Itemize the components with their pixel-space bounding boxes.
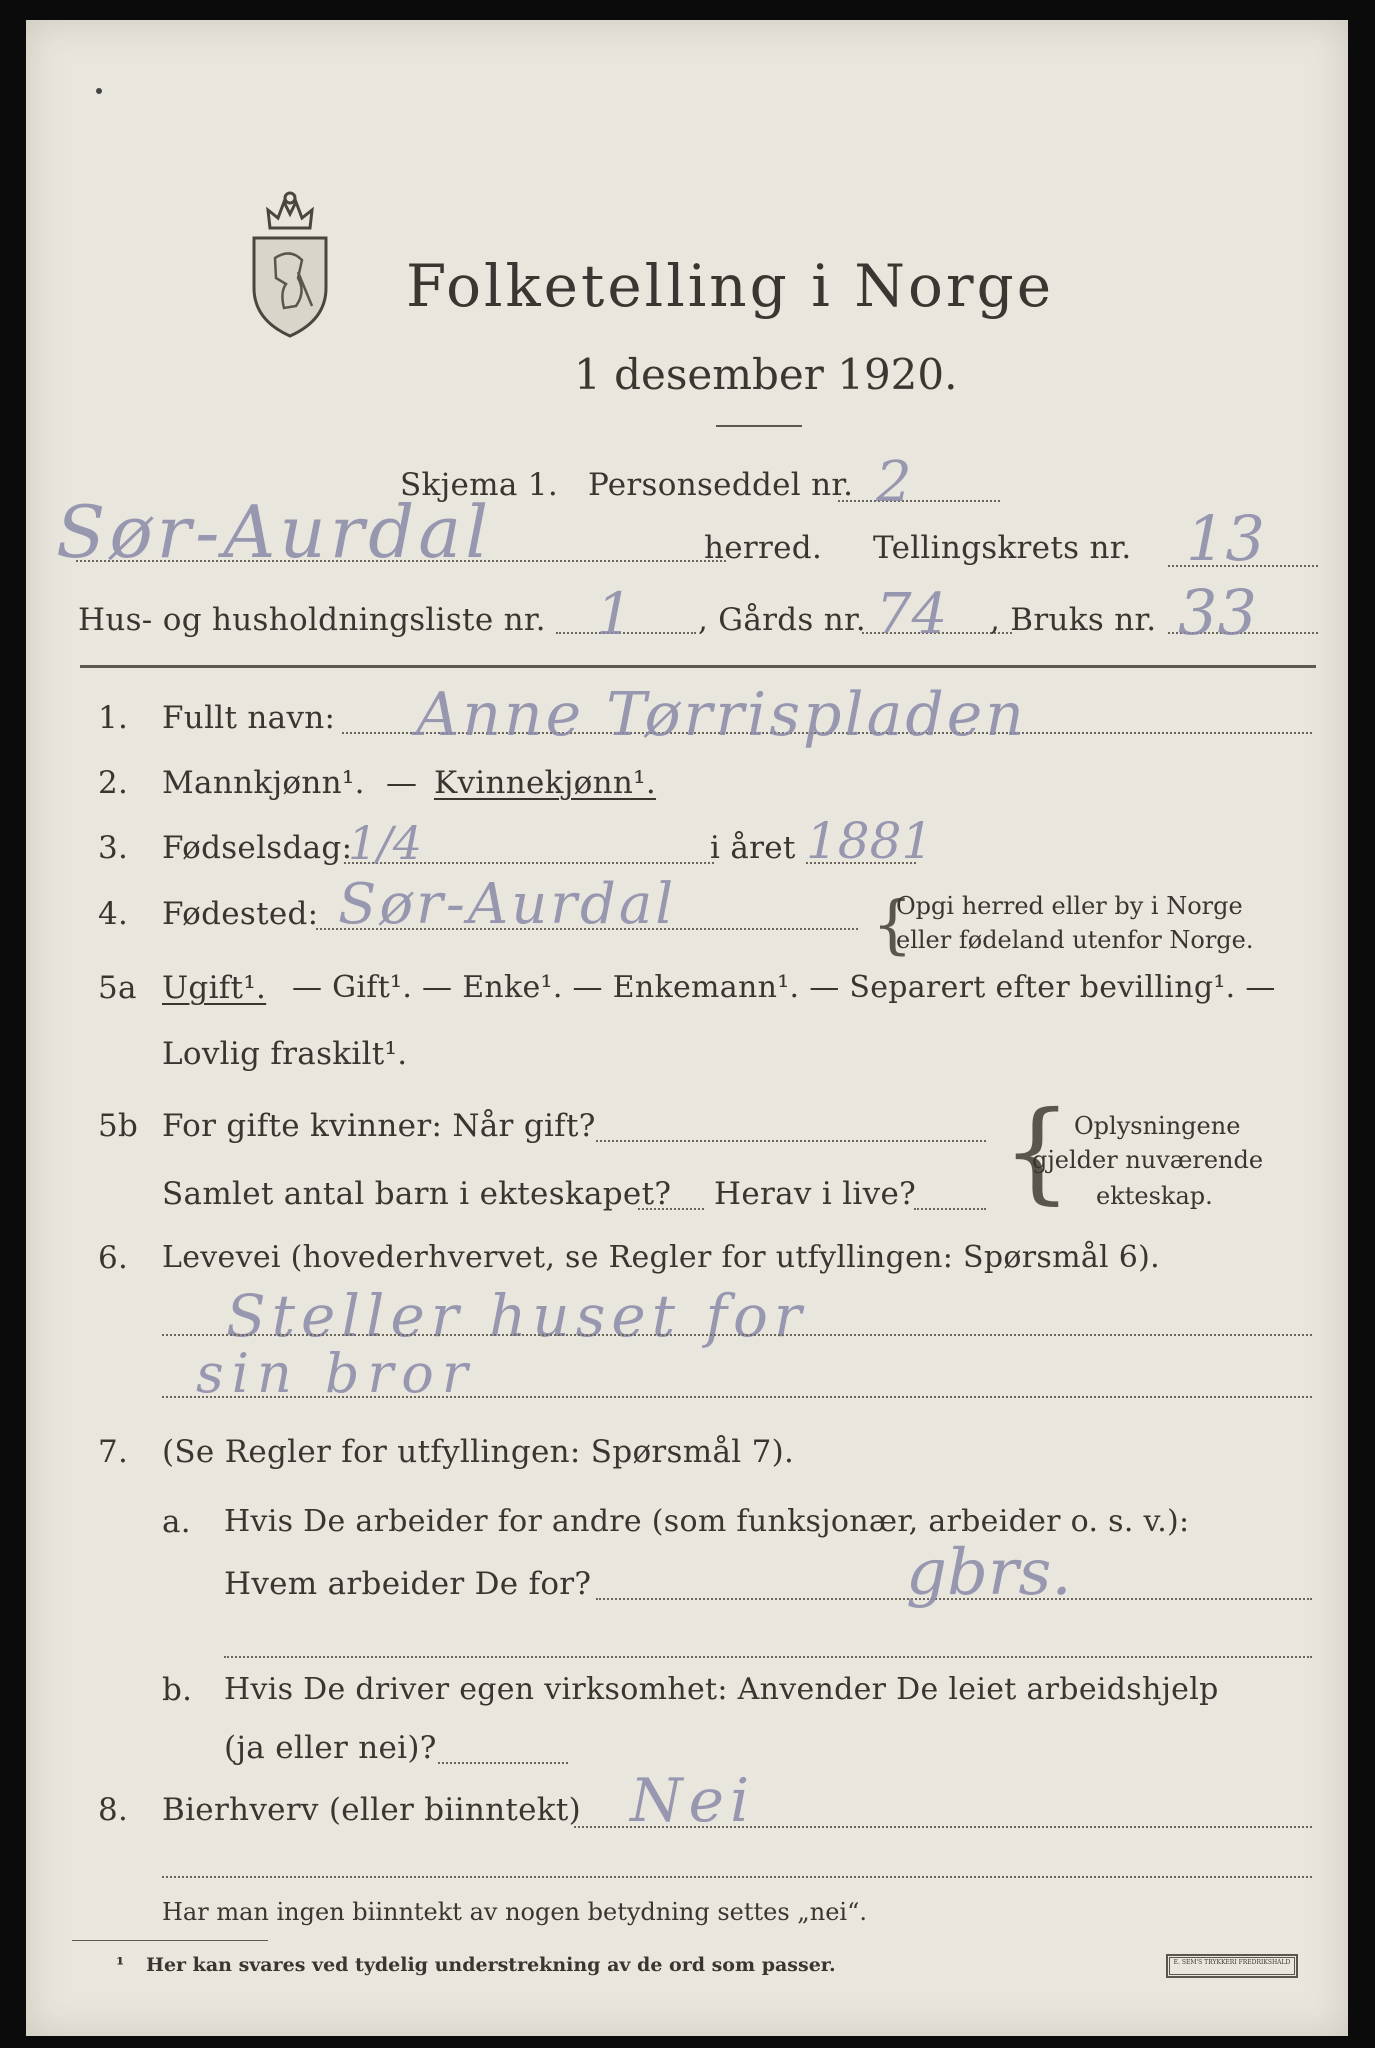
q7a-number: a.: [162, 1504, 191, 1540]
form-title: Folketelling i Norge: [406, 252, 1055, 320]
personseddel-value: 2: [876, 450, 912, 515]
printer-mark-text: E. SEM'S TRYKKERI FREDRIKSHALD: [1169, 1957, 1295, 1975]
q7b-label: (ja eller nei)?: [224, 1730, 437, 1766]
q5b-number: 5b: [98, 1108, 139, 1144]
q5b-label-1: For gifte kvinner: Når gift?: [162, 1108, 596, 1144]
q7-number: 7.: [98, 1434, 129, 1470]
tellingskrets-value: 13: [1186, 502, 1265, 575]
q5a-line2: Lovlig fraskilt¹.: [162, 1036, 408, 1072]
q6-label: Levevei (hovederhvervet, se Regler for utfyllingen: Spørsmål 6).: [162, 1240, 1160, 1275]
q5b-note-1: Oplysningene: [1074, 1112, 1241, 1140]
q4-note-1: Opgi herred eller by i Norge: [896, 892, 1243, 920]
header-rule: [80, 665, 1316, 668]
q6-line-1: [162, 1334, 1312, 1336]
personseddel-line: [838, 500, 1000, 502]
q8-line-2: [162, 1876, 1312, 1878]
q8-number: 8.: [98, 1792, 129, 1828]
footnote-text: Her kan svares ved tydelig understrekning av de ord som passer.: [146, 1954, 836, 1976]
gards-label: , Gårds nr.: [698, 602, 866, 638]
q1-value: Anne Tørrispladen: [416, 680, 1027, 750]
q3-year-label: i året: [710, 830, 796, 866]
herred-line: [76, 560, 726, 562]
q3-number: 3.: [98, 830, 129, 866]
q5a-number: 5a: [98, 970, 137, 1006]
q5b-line-1: [596, 1140, 986, 1142]
q5a-ugift: Ugift¹.: [162, 970, 267, 1006]
form-date: 1 desember 1920.: [574, 350, 958, 399]
q6-value-1: Steller huset for: [226, 1282, 808, 1350]
q5b-note-3: ekteskap.: [1096, 1182, 1213, 1210]
note-nei: Har man ingen biinntekt av nogen betydning settes „nei“.: [162, 1898, 867, 1926]
q5b-line-3: [914, 1208, 986, 1210]
census-form: [26, 20, 1348, 2036]
q4-note-2: eller fødeland utenfor Norge.: [896, 926, 1254, 954]
hus-value: 1: [596, 580, 633, 648]
q7a-label: Hvem arbeider De for?: [224, 1566, 592, 1602]
q7b-text: Hvis De driver egen virksomhet: Anvender De leiet arbeidshjelp: [224, 1672, 1219, 1707]
q7b-number: b.: [162, 1672, 193, 1708]
q3-label: Fødselsdag:: [162, 830, 353, 866]
q8-value: Nei: [630, 1766, 756, 1836]
q5a-options: — Gift¹. — Enke¹. — Enkemann¹. — Separert efter bevilling¹. —: [292, 970, 1276, 1005]
q5b-brace: {: [1002, 1087, 1072, 1215]
bruks-label: , Bruks nr.: [990, 602, 1157, 638]
q4-label-text: Fødested:: [162, 896, 319, 932]
footnote-rule: [72, 1940, 268, 1941]
q4-value: Sør-Aurdal: [338, 872, 677, 937]
q7a-line-2: [224, 1656, 1312, 1658]
hus-label: Hus- og husholdningsliste nr.: [78, 602, 546, 638]
footnote-mark: ¹: [116, 1954, 125, 1976]
q2-number: 2.: [98, 765, 129, 801]
personseddel-label: Personseddel nr.: [588, 467, 854, 503]
q5b-line-2: [638, 1208, 704, 1210]
q3-day: 1/4: [348, 816, 423, 870]
q1-number: 1.: [98, 700, 129, 736]
q8-label: Bierhverv (eller biinntekt): [162, 1792, 582, 1828]
q5b-label-3: Herav i live?: [714, 1176, 917, 1212]
q2-male: Mannkjønn¹.: [162, 765, 365, 801]
q2-female: Kvinnekjønn¹.: [434, 765, 657, 801]
q6-line-2: [162, 1396, 1312, 1398]
q1-label: Fullt navn:: [162, 700, 336, 736]
q6-value-2: sin bror: [196, 1342, 476, 1405]
q5b-label-2: Samlet antal barn i ekteskapet?: [162, 1176, 672, 1212]
title-divider: [716, 425, 802, 427]
ink-dot: [96, 88, 102, 94]
gards-value: 74: [876, 582, 948, 647]
q2-dash: —: [386, 765, 418, 801]
q7-label: (Se Regler for utfyllingen: Spørsmål 7).: [162, 1434, 795, 1470]
q7a-text: Hvis De arbeider for andre (som funksjonær, arbeider o. s. v.):: [224, 1504, 1190, 1539]
herred-label: herred.: [704, 530, 823, 566]
q7b-line: [438, 1762, 568, 1764]
herred-value: Sør-Aurdal: [56, 490, 493, 574]
tellingskrets-label: Tellingskrets nr.: [873, 530, 1132, 566]
schema-label: Skjema 1.: [400, 467, 558, 503]
q6-number: 6.: [98, 1240, 129, 1276]
printer-mark: [1166, 1954, 1298, 1978]
q3-year: 1881: [806, 812, 934, 870]
q4-number: 4.: [98, 896, 129, 932]
q4-brace: {: [872, 888, 913, 962]
q5b-note-2: gjelder nuværende: [1032, 1146, 1264, 1174]
bruks-value: 33: [1178, 576, 1257, 649]
q7a-value: gbrs.: [906, 1536, 1072, 1610]
coat-of-arms-emblem: [240, 188, 340, 344]
